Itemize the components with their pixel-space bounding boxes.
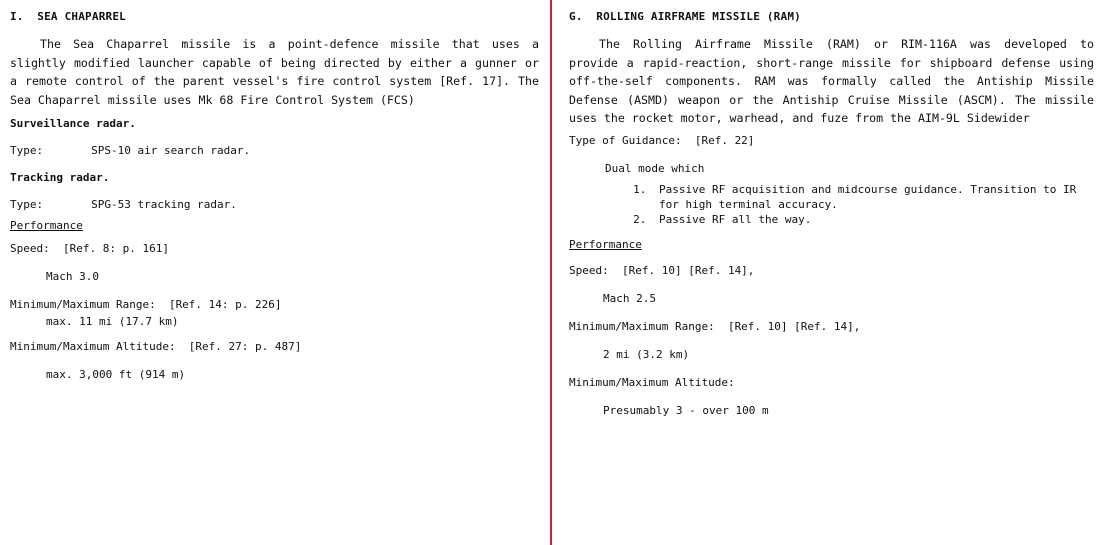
speed-label: Speed: [Ref. 10] [Ref. 14], [569,263,755,277]
guidance-label: Type of Guidance: [Ref. 22] [569,133,755,147]
altitude-label: Minimum/Maximum Altitude: [569,375,735,389]
section-heading-ram: G. ROLLING AIRFRAME MISSILE (RAM) [569,10,801,23]
range-label: Minimum/Maximum Range: [Ref. 14: p. 226] [10,298,282,311]
right-column [555,0,1100,545]
speed-label [10,242,539,256]
speed-value: Mach 2.5 [603,291,656,305]
surveillance-radar-label: Surveillance radar. [10,117,136,130]
list-item: 2. Passive RF all the way. [653,212,1094,227]
ram-paragraph: The Rolling Airframe Missile (RAM) or RIM-116A was developed to provide a rapid-reaction, short-range missile for shipboard defense using off-the-self components. RAM was formally called the Antiship Missile Defense (ASMD) weapon or the Antiship Cruise Missile (ASCM). The missile uses the rocket motor, warhead, and fuze from the AIM-9L Sidewider [569,37,1094,125]
column-divider [550,0,552,545]
speed-value: Mach 3.0 [46,270,99,283]
speed-label-text: Speed: [Ref. 8: p. 161] [10,242,169,255]
type-value: SPS-10 air search radar. [91,144,251,157]
range-label: Minimum/Maximum Range: [Ref. 10] [Ref. 14], [569,319,861,333]
tracking-type-row [10,198,539,212]
altitude-value: Presumably 3 - over 100 m [603,403,769,417]
list-item: 1. Passive RF acquisition and midcourse guidance. Transition to IR for high terminal accuracy. [653,182,1094,212]
range-value: max. 11 mi (17.7 km) [46,315,179,328]
guidance-list [569,182,1094,227]
type-label: Type: [10,198,44,211]
section-heading-sea-chaparrel: I. SEA CHAPARREL [10,10,126,23]
surveillance-type-row [10,144,539,158]
range-value: 2 mi (3.2 km) [603,347,690,361]
tracking-radar-label: Tracking radar. [10,171,110,184]
performance-label: Performance [10,219,83,232]
sea-chaparrel-paragraph: The Sea Chaparrel missile is a point-defence missile that uses a slightly modified launcher capable of being directed by either a gunner or a remote control of the parent vessel's fire control system [Ref. 17]. The Sea Chaparrel missile uses Mk 68 Fire Control System (FCS) [10,37,539,107]
altitude-label: Minimum/Maximum Altitude: [Ref. 27: p. 487] [10,340,302,353]
dual-mode-text: Dual mode which [605,161,705,175]
type-value: SPG-53 tracking radar. [91,198,237,211]
altitude-value: max. 3,000 ft (914 m) [46,368,186,381]
type-label: Type: [10,144,44,157]
performance-label: Performance [569,237,642,251]
